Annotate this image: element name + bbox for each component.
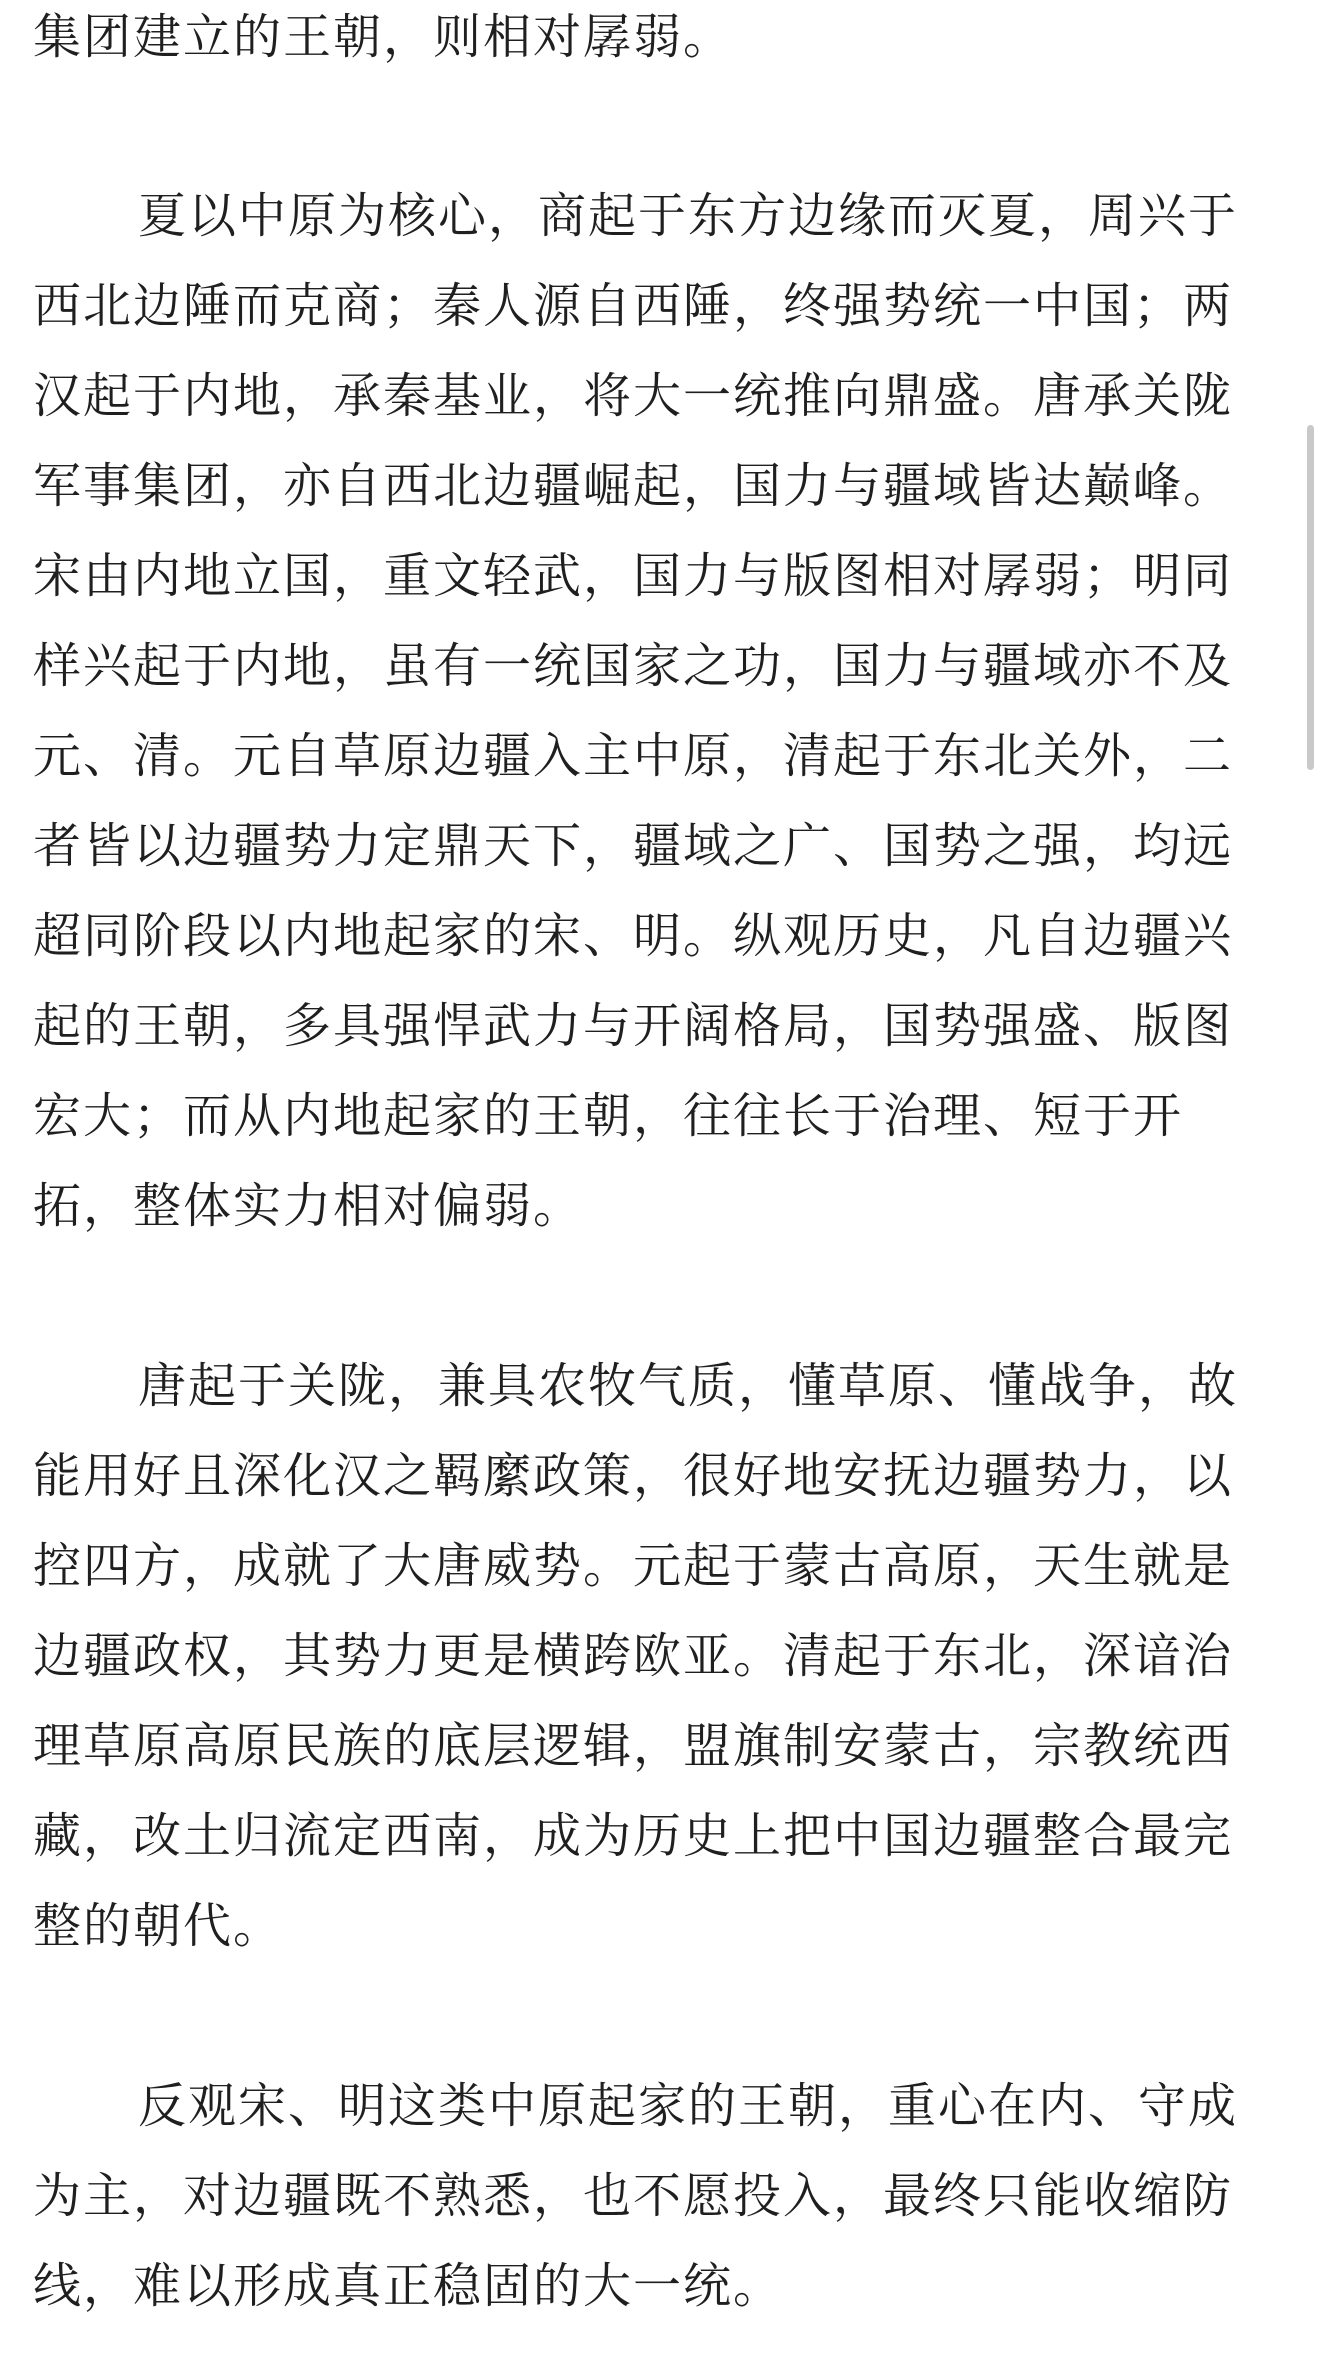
paragraph-line: 宏大；而从内地起家的王朝，往往长于治理、短于开 [33,1088,1184,1144]
paragraph-line: 夏以中原为核心，商起于东方边缘而灭夏，周兴于 [138,188,1239,244]
scrollbar-thumb[interactable] [1307,425,1314,770]
paragraph-line: 控四方，成就了大唐威势。元起于蒙古高原，天生就是 [33,1538,1234,1594]
paragraph-line: 样兴起于内地，虽有一统国家之功，国力与疆域亦不及 [33,638,1234,694]
paragraph-line: 军事集团，亦自西北边疆崛起，国力与疆域皆达巅峰。 [33,458,1234,514]
paragraph-line: 整的朝代。 [33,1898,284,1954]
paragraph-line: 西北边陲而克商；秦人源自西陲，终强势统一中国；两 [33,278,1234,334]
paragraph-line: 起的王朝，多具强悍武力与开阔格局，国势强盛、版图 [33,998,1234,1054]
paragraph-line: 唐起于关陇，兼具农牧气质，懂草原、懂战争，故 [138,1358,1239,1414]
paragraph-line: 为主，对边疆既不熟悉，也不愿投入，最终只能收缩防 [33,2168,1234,2224]
paragraph-line: 藏，改土归流定西南，成为历史上把中国边疆整合最完 [33,1808,1234,1864]
paragraph-line: 拓，整体实力相对偏弱。 [33,1178,584,1234]
paragraph-line: 者皆以边疆势力定鼎天下，疆域之广、国势之强，均远 [33,818,1234,874]
paragraph-line: 元、清。元自草原边疆入主中原，清起于东北关外，二 [33,728,1234,784]
paragraph-line: 线，难以形成真正稳固的大一统。 [33,2258,784,2314]
paragraph-line: 反观宋、明这类中原起家的王朝，重心在内、守成 [138,2078,1239,2134]
paragraph-line: 边疆政权，其势力更是横跨欧亚。清起于东北，深谙治 [33,1628,1234,1684]
vertical-scrollbar[interactable] [1306,0,1320,2359]
paragraph-line: 汉起于内地，承秦基业，将大一统推向鼎盛。唐承关陇 [33,368,1234,424]
paragraph-line: 理草原高原民族的底层逻辑，盟旗制安蒙古，宗教统西 [33,1718,1234,1774]
paragraph-line: 宋由内地立国，重文轻武，国力与版图相对孱弱；明同 [33,548,1234,604]
paragraph-line: 能用好且深化汉之羁縻政策，很好地安抚边疆势力，以 [33,1448,1234,1504]
paragraph-line: 集团建立的王朝，则相对孱弱。 [33,9,734,65]
paragraph-line: 超同阶段以内地起家的宋、明。纵观历史，凡自边疆兴 [33,908,1234,964]
